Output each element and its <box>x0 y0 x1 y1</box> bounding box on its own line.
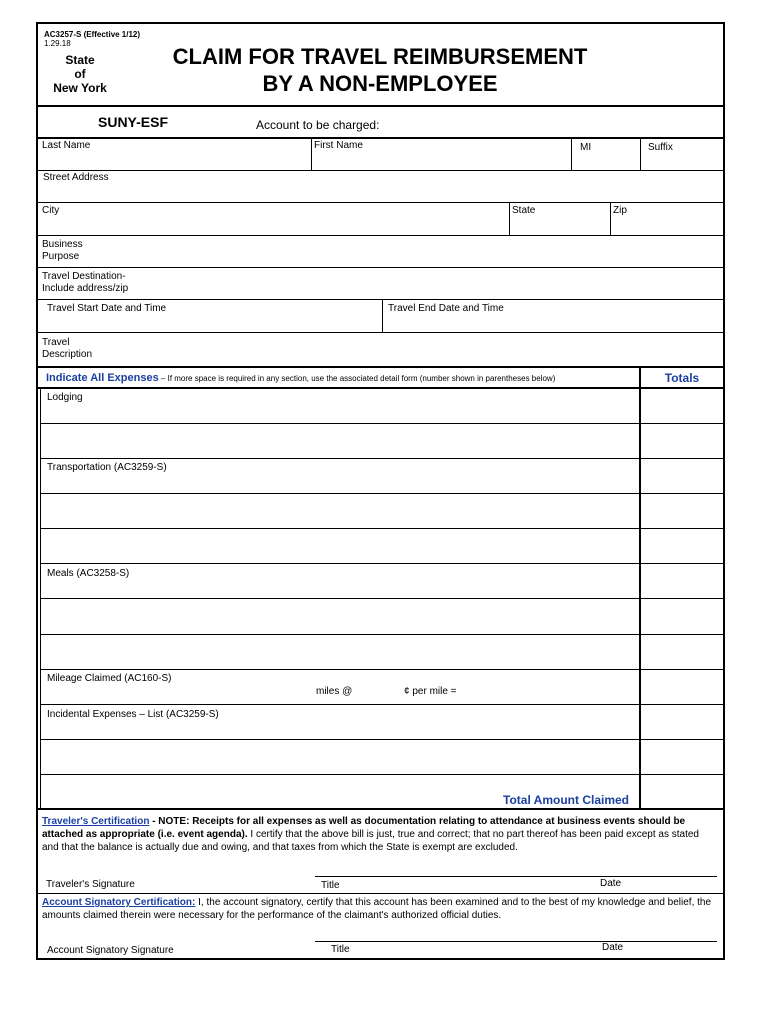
destination-label-2: Include address/zip <box>42 283 129 294</box>
totals-header: Totals <box>664 371 700 385</box>
expense-total-cell[interactable] <box>641 775 723 808</box>
mi-field[interactable]: MI <box>580 142 592 153</box>
agency-name: SUNY-ESF <box>98 114 169 130</box>
expense-total-cell[interactable] <box>641 494 723 528</box>
signatory-title-field[interactable]: Title <box>331 944 350 955</box>
state-line: State <box>65 53 95 67</box>
signatory-signature-field[interactable]: Account Signatory Signature <box>47 945 174 956</box>
expenses-heading-text: Indicate All Expenses <box>46 372 159 384</box>
business-purpose-label-1: Business <box>42 239 83 250</box>
signatory-cert-text: I, the account signatory, certify that this account has been examined and to the best of my knowledge and belief, the amounts claimed therein were necessary for the performance of the claimant's authorized official duties. <box>42 897 712 921</box>
expense-total-cell[interactable] <box>641 529 723 563</box>
title-line-2: BY A NON-EMPLOYEE <box>262 71 498 96</box>
expenses-heading <box>46 372 555 385</box>
last-name-field[interactable]: Last Name <box>42 140 91 151</box>
first-name-field[interactable]: First Name <box>314 140 363 151</box>
expense-entry-cell[interactable] <box>41 424 638 458</box>
traveler-cert-text: I certify that the above bill is just, true and correct; that no part thereof has been paid except as stated and that the balance is actually due and owing, and that taxes from which the State is exempt are excluded. <box>42 829 699 853</box>
form-title <box>140 43 620 97</box>
traveler-cert-note: - NOTE: Receipts for all expenses as well as documentation relating to attendance at business events should be attached as appropriate (i.e. event agenda). <box>42 816 686 840</box>
new-york-line: New York <box>53 81 107 95</box>
total-amount-claimed-label: Total Amount Claimed <box>503 793 629 807</box>
meals-label: Meals (AC3258-S) <box>47 568 130 579</box>
title-line-1: CLAIM FOR TRAVEL REIMBURSEMENT <box>172 44 588 69</box>
city-field[interactable]: City <box>42 205 60 216</box>
street-address-field[interactable]: Street Address <box>43 172 109 183</box>
account-label: Account to be charged: <box>256 118 380 132</box>
of-line: of <box>74 67 86 81</box>
expense-total-cell[interactable] <box>641 635 723 669</box>
expense-entry-cell[interactable] <box>41 635 638 669</box>
travel-destination-field[interactable] <box>42 271 128 295</box>
description-label-2: Description <box>42 349 93 360</box>
expense-entry-cell[interactable] <box>41 529 638 563</box>
expense-total-cell[interactable] <box>641 599 723 634</box>
header-divider <box>37 105 724 107</box>
traveler-title-field[interactable]: Title <box>321 880 340 891</box>
expenses-note: – If more space is required in any section, use the associated detail form (number shown in parentheses below) <box>158 374 556 383</box>
expense-entry-cell[interactable] <box>41 740 638 774</box>
suffix-field[interactable]: Suffix <box>648 142 673 153</box>
description-label-1: Travel <box>42 337 70 348</box>
business-purpose-label-2: Purpose <box>42 251 80 262</box>
travel-description-field[interactable] <box>42 337 92 361</box>
traveler-certification <box>42 815 718 854</box>
expense-entry-cell[interactable] <box>41 599 638 634</box>
expense-total-cell[interactable] <box>641 424 723 458</box>
state-field[interactable]: State <box>512 205 536 216</box>
signatory-date-field[interactable]: Date <box>602 942 624 953</box>
signatory-certification <box>42 896 720 922</box>
form-code: AC3257-S (Effective 1/12) <box>44 30 141 39</box>
transportation-label: Transportation (AC3259-S) <box>47 462 167 473</box>
expense-total-cell[interactable] <box>641 670 723 704</box>
per-mile-label: ¢ per mile = <box>404 686 457 697</box>
expense-total-cell[interactable] <box>641 705 723 739</box>
traveler-date-field[interactable]: Date <box>600 878 622 889</box>
expense-entry-cell[interactable] <box>41 564 638 598</box>
travel-end-field[interactable]: Travel End Date and Time <box>388 303 504 314</box>
lodging-label: Lodging <box>47 392 83 403</box>
expense-total-cell[interactable] <box>641 459 723 493</box>
zip-field[interactable]: Zip <box>613 205 627 216</box>
expense-total-cell[interactable] <box>641 388 723 423</box>
incidental-label: Incidental Expenses – List (AC3259-S) <box>47 709 219 720</box>
expense-entry-cell[interactable] <box>41 388 638 423</box>
revision-date: 1.29.18 <box>44 39 71 48</box>
expense-total-cell[interactable] <box>641 564 723 598</box>
miles-at-label: miles @ <box>316 686 353 697</box>
expense-total-cell[interactable] <box>641 740 723 774</box>
traveler-signature-field[interactable]: Traveler's Signature <box>46 879 135 890</box>
expense-entry-cell[interactable] <box>41 494 638 528</box>
travel-start-field[interactable]: Travel Start Date and Time <box>47 303 167 314</box>
destination-label-1: Travel Destination- <box>42 271 126 282</box>
signatory-cert-heading: Account Signatory Certification: <box>42 897 196 908</box>
agency-divider <box>37 137 724 139</box>
state-block <box>44 53 116 95</box>
traveler-cert-heading: Traveler's Certification <box>42 816 150 827</box>
business-purpose-field[interactable] <box>42 239 83 263</box>
mileage-label: Mileage Claimed (AC160-S) <box>47 673 172 684</box>
